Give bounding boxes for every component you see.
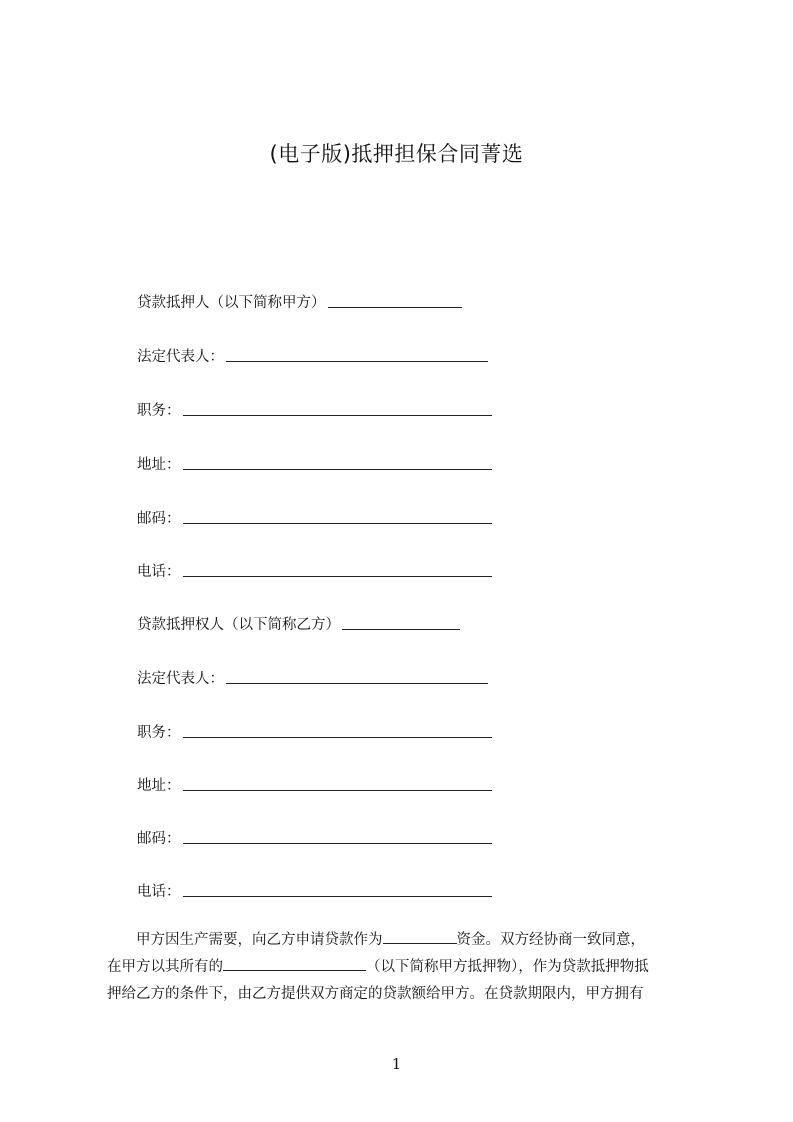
party-a-heading-field (137, 288, 462, 312)
document-title: (电子版)抵押担保合同菁选 (269, 142, 524, 166)
party-a-heading: 贷款抵押人（以下简称甲方） (137, 295, 326, 311)
party-b-phone-blank (183, 896, 492, 897)
body-line-1 (107, 927, 697, 954)
party-b-rep-field (137, 664, 488, 688)
body-line-3: 押给乙方的条件下，由乙方提供双方商定的贷款额给甲方。在贷款期限内，甲方拥有 (107, 986, 644, 1002)
party-a-address-label: 地址： (137, 457, 181, 473)
party-a-rep-field (137, 342, 488, 366)
party-b-phone-field (137, 877, 492, 901)
party-b-heading-field (137, 610, 460, 634)
party-a-rep-blank (226, 361, 488, 362)
party-b-postcode-label: 邮码： (137, 831, 181, 847)
party-b-postcode-blank (183, 843, 492, 844)
party-b-position-blank (183, 737, 492, 738)
party-a-postcode-field (137, 504, 492, 528)
party-b-address-label: 地址： (137, 778, 181, 794)
party-a-postcode-blank (183, 523, 492, 524)
party-b-rep-blank (226, 683, 488, 684)
purpose-blank (383, 929, 457, 944)
party-a-phone-label: 电话： (137, 564, 181, 580)
party-b-address-field (137, 771, 492, 795)
party-a-name-blank (328, 307, 462, 308)
body-line-1-text-b: 资金。双方经协商一致同意， (456, 932, 645, 948)
party-b-address-blank (183, 790, 492, 791)
party-a-postcode-label: 邮码： (137, 511, 181, 527)
body-line-2-text-b: （以下简称甲方抵押物），作为贷款抵押物抵 (366, 959, 649, 975)
party-b-phone-label: 电话： (137, 884, 181, 900)
body-line-2 (107, 954, 697, 981)
party-b-position-field (137, 718, 492, 742)
party-a-phone-field (137, 557, 492, 581)
party-b-rep-label: 法定代表人： (137, 671, 224, 687)
page-number: 1 (391, 1055, 402, 1073)
body-line-1-text-a: 甲方因生产需要，向乙方申请贷款作为 (136, 932, 383, 948)
party-a-position-field (137, 396, 492, 420)
party-b-position-label: 职务： (137, 725, 181, 741)
party-a-address-field (137, 450, 492, 474)
collateral-blank (223, 956, 366, 971)
party-a-address-blank (183, 469, 492, 470)
party-b-postcode-field (137, 824, 492, 848)
party-a-position-label: 职务： (137, 403, 181, 419)
party-b-name-blank (342, 629, 460, 630)
body-line-2-text-a: 在甲方以其所有的 (107, 959, 223, 975)
contract-body-paragraph (107, 927, 697, 1008)
party-a-position-blank (183, 415, 492, 416)
party-a-phone-blank (183, 576, 492, 577)
party-b-heading: 贷款抵押权人（以下简称乙方） (137, 617, 340, 633)
party-a-rep-label: 法定代表人： (137, 349, 224, 365)
